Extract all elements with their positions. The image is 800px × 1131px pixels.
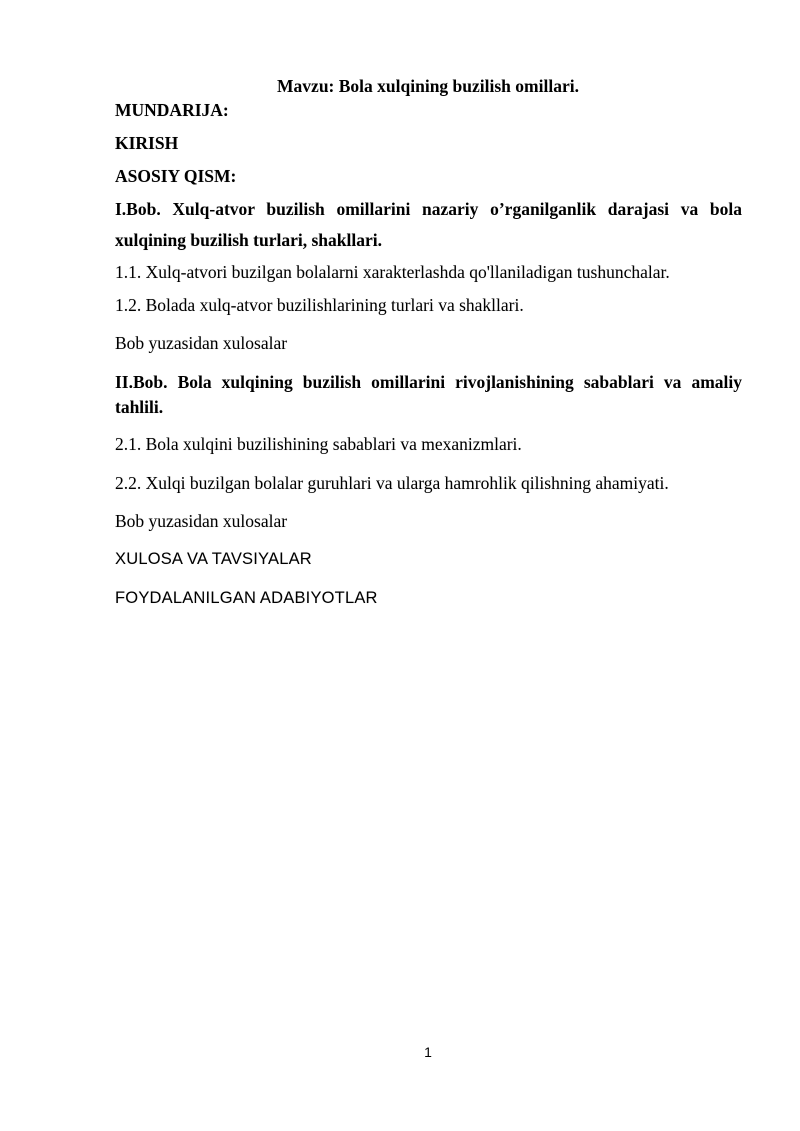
toc-main-part: ASOSIY QISM: [115,166,237,186]
chapter1-title-line2: xulqining buzilish turlari, shakllari. [115,230,382,250]
toc-conclusions: XULOSA VA TAVSIYALAR [115,550,312,568]
chapter2-conclusion: Bob yuzasidan xulosalar [115,511,288,531]
chapter2-section-1: 2.1. Bola xulqini buzilishining sabablari va mexanizmlari. [115,434,522,454]
toc-intro: KIRISH [115,133,179,153]
chapter2-title-line2: tahlili. [115,397,164,417]
chapter1-section-1: 1.1. Xulq-atvori buzilgan bolalarni xarakterlashda qo'llaniladigan tushunchalar. [115,262,670,282]
toc-heading: MUNDARIJA: [115,100,229,120]
toc-references: FOYDALANILGAN ADABIYOTLAR [115,589,378,607]
page-number: 1 [424,1044,432,1060]
chapter1-conclusion: Bob yuzasidan xulosalar [115,333,288,353]
chapter2-section-2: 2.2. Xulqi buzilgan bolalar guruhlari va ularga hamrohlik qilishning ahamiyati. [115,473,669,493]
chapter2-title-line1: II.Bob. Bola xulqining buzilish omillarini rivojlanishining sabablari va amaliy [115,372,742,392]
chapter1-title-line1: I.Bob. Xulq-atvor buzilish omillarini nazariy o’rganilganlik darajasi va bola [115,199,742,219]
document-title: Mavzu: Bola xulqining buzilish omillari. [277,76,579,96]
chapter1-section-2: 1.2. Bolada xulq-atvor buzilishlarining turlari va shakllari. [115,295,524,315]
